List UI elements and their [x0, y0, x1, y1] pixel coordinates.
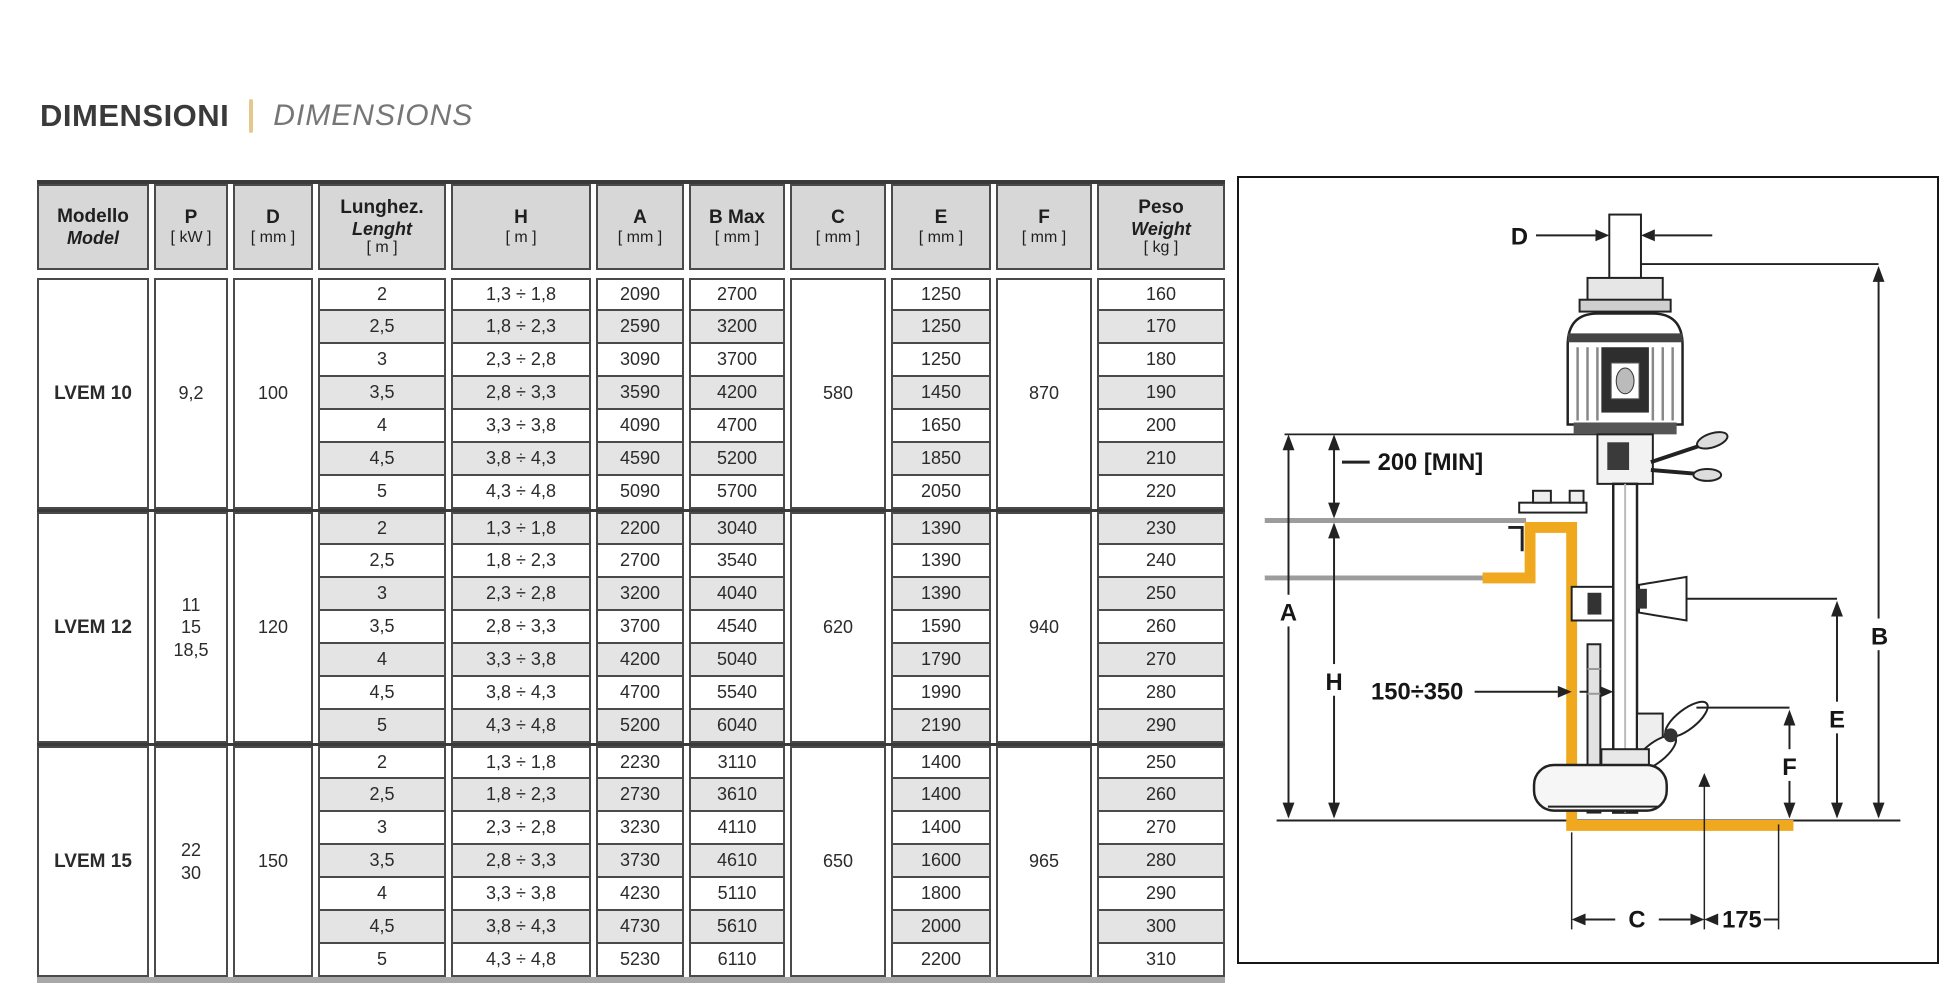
table-cell: 2,5 — [318, 311, 446, 344]
table-cell: 230 — [1097, 512, 1225, 545]
table-cell: 2,3 ÷ 2,8 — [451, 344, 591, 377]
table-cell: 270 — [1097, 812, 1225, 845]
table-cell: 1400 — [891, 812, 991, 845]
power-value: 30 — [180, 862, 202, 883]
table-cell: 4700 — [596, 677, 684, 710]
table-cell: 2590 — [596, 311, 684, 344]
table-column — [596, 512, 684, 743]
table-column — [689, 746, 785, 977]
table-cell: 2,8 ÷ 3,3 — [451, 845, 591, 878]
table-cell: 5230 — [596, 944, 684, 977]
table-cell: 3 — [318, 344, 446, 377]
table-cell: 3540 — [689, 545, 785, 578]
table-cell: 3730 — [596, 845, 684, 878]
pump-dimension-drawing — [1237, 176, 1939, 964]
table-cell: 5040 — [689, 644, 785, 677]
table-cell: 1990 — [891, 677, 991, 710]
dim-label-c: C — [1628, 906, 1646, 934]
table-column — [318, 278, 446, 509]
page-title — [40, 98, 473, 134]
table-cell: 4 — [318, 410, 446, 443]
table-column — [996, 512, 1092, 743]
table-column — [891, 278, 991, 509]
header-unit-label: [ mm ] — [1021, 228, 1067, 246]
table-cell: 5 — [318, 944, 446, 977]
table-cell: 3,5 — [318, 377, 446, 410]
model-cell: LVEM 15 — [37, 746, 149, 977]
header-main-label: F — [1038, 207, 1050, 229]
table-cell: 3700 — [596, 611, 684, 644]
table-cell: 5610 — [689, 911, 785, 944]
table-cell: 3090 — [596, 344, 684, 377]
clamp-bolt — [1570, 491, 1584, 503]
table-cell: 3,3 ÷ 3,8 — [451, 644, 591, 677]
table-cell: 4540 — [689, 611, 785, 644]
junction-box-plate — [1607, 442, 1629, 470]
table-column — [451, 278, 591, 509]
table-cell: 2000 — [891, 911, 991, 944]
dim-label-h: H — [1325, 668, 1343, 696]
pump-top-shaft — [1609, 215, 1641, 278]
table-cell: 5 — [318, 476, 446, 509]
dim-h-arrow-bottom — [1328, 803, 1340, 819]
column-header-c — [790, 184, 886, 270]
header-main-label: Modello — [57, 206, 129, 228]
dim-label-b: B — [1870, 623, 1889, 651]
table-cell: 2 — [318, 746, 446, 779]
table-cell: 220 — [1097, 476, 1225, 509]
table-cell: 6040 — [689, 710, 785, 743]
table-cell: 4200 — [689, 377, 785, 410]
table-cell: 3,3 ÷ 3,8 — [451, 878, 591, 911]
table-cell: 1,3 ÷ 1,8 — [451, 278, 591, 311]
table-cell: 190 — [1097, 377, 1225, 410]
power-value: 15 — [180, 617, 202, 638]
dim-label-f: F — [1782, 753, 1797, 781]
propeller-hub — [1664, 728, 1678, 742]
c-dimension-cell: 650 — [790, 746, 886, 977]
dim-c-arrow-left — [1572, 914, 1586, 926]
table-cell: 3230 — [596, 812, 684, 845]
dim-label-range: 150÷350 — [1371, 678, 1464, 706]
header-unit-label: [ kW ] — [170, 228, 212, 246]
table-column — [1097, 278, 1225, 509]
header-sub-label: Model — [67, 227, 119, 248]
table-cell: 3,5 — [318, 845, 446, 878]
header-main-label: H — [514, 207, 528, 229]
table-column — [996, 278, 1092, 509]
diameter-cell: 150 — [233, 746, 313, 977]
table-cell: 4 — [318, 644, 446, 677]
table-cell: 1800 — [891, 878, 991, 911]
motor-collar — [1588, 278, 1663, 302]
table-cell: 4,3 ÷ 4,8 — [451, 476, 591, 509]
table-cell: 2,5 — [318, 779, 446, 812]
table-cell: 1650 — [891, 410, 991, 443]
model-cell: LVEM 12 — [37, 512, 149, 743]
table-cell: 2190 — [891, 710, 991, 743]
table-cell: 5700 — [689, 476, 785, 509]
clamp-bracket — [1508, 527, 1522, 551]
table-cell: 2730 — [596, 779, 684, 812]
table-cell: 2700 — [596, 545, 684, 578]
handle-arm — [1651, 470, 1699, 474]
dim-e-arrow-top — [1831, 601, 1843, 617]
table-column — [790, 512, 886, 743]
column-header-e — [891, 184, 991, 270]
table-cell: 1850 — [891, 443, 991, 476]
table-cell: 310 — [1097, 944, 1225, 977]
table-cell: 1,8 ÷ 2,3 — [451, 311, 591, 344]
c-dimension-cell: 620 — [790, 512, 886, 743]
table-cell: 2700 — [689, 278, 785, 311]
dim-label-200min: 200 [MIN] — [1377, 449, 1484, 477]
header-main-label: B Max — [709, 207, 765, 229]
table-column — [1097, 512, 1225, 743]
handle-grip — [1695, 429, 1729, 452]
table-cell: 260 — [1097, 779, 1225, 812]
table-cell: 1590 — [891, 611, 991, 644]
column-header-a — [596, 184, 684, 270]
dim-f-arrow-top — [1784, 710, 1796, 726]
dimensions-table-body — [37, 278, 1225, 977]
table-cell: 2230 — [596, 746, 684, 779]
table-cell: 1250 — [891, 278, 991, 311]
column-header-d — [233, 184, 313, 270]
table-cell: 1,3 ÷ 1,8 — [451, 512, 591, 545]
table-cell: 1390 — [891, 512, 991, 545]
table-cell: 6110 — [689, 944, 785, 977]
table-cell: 4,3 ÷ 4,8 — [451, 944, 591, 977]
pump-casing — [1534, 765, 1667, 811]
table-cell: 3,8 ÷ 4,3 — [451, 443, 591, 476]
table-cell: 4730 — [596, 911, 684, 944]
table-cell: 3,8 ÷ 4,3 — [451, 911, 591, 944]
dim-b-arrow-top — [1873, 266, 1885, 282]
dim-h-arrow-top — [1328, 522, 1340, 538]
table-cell: 2,8 ÷ 3,3 — [451, 377, 591, 410]
header-main-label: C — [831, 207, 845, 229]
ext-mid-arrow-up — [1698, 773, 1710, 787]
table-cell: 1250 — [891, 311, 991, 344]
table-cell: 3700 — [689, 344, 785, 377]
table-cell: 180 — [1097, 344, 1225, 377]
table-cell: 1,8 ÷ 2,3 — [451, 779, 591, 812]
table-column — [318, 746, 446, 977]
table-column — [790, 278, 886, 509]
table-cell: 300 — [1097, 911, 1225, 944]
power-value: 9,2 — [178, 383, 204, 404]
table-column — [154, 512, 228, 743]
table-cell: 4200 — [596, 644, 684, 677]
table-cell: 2200 — [596, 512, 684, 545]
table-cell: 200 — [1097, 410, 1225, 443]
table-cell: 2090 — [596, 278, 684, 311]
bracket-detail — [1588, 593, 1602, 615]
header-unit-label: [ mm ] — [815, 228, 861, 246]
motor-band — [1568, 333, 1683, 342]
model-block-lvem-15 — [37, 746, 1225, 977]
power-value: 11 — [181, 594, 201, 615]
c-dimension-cell: 580 — [790, 278, 886, 509]
table-cell: 1390 — [891, 578, 991, 611]
table-column — [689, 512, 785, 743]
table-cell: 4700 — [689, 410, 785, 443]
power-cell — [154, 746, 228, 977]
table-cell: 3,3 ÷ 3,8 — [451, 410, 591, 443]
table-cell: 1,3 ÷ 1,8 — [451, 746, 591, 779]
column-header-f — [996, 184, 1092, 270]
f-dimension-cell: 870 — [996, 278, 1092, 509]
table-cell: 250 — [1097, 578, 1225, 611]
table-cell: 4,3 ÷ 4,8 — [451, 710, 591, 743]
dim-d-arrow-right — [1641, 229, 1655, 241]
table-cell: 210 — [1097, 443, 1225, 476]
table-cell: 1,8 ÷ 2,3 — [451, 545, 591, 578]
table-cell: 5 — [318, 710, 446, 743]
model-block-lvem-10 — [37, 278, 1225, 509]
dim-175-arrow-left — [1704, 914, 1718, 926]
table-cell: 3610 — [689, 779, 785, 812]
header-unit-label: [ mm ] — [918, 228, 964, 246]
table-column — [37, 278, 149, 509]
column-header-modello — [37, 184, 149, 270]
table-cell: 4610 — [689, 845, 785, 878]
table-cell: 240 — [1097, 545, 1225, 578]
column-header-peso — [1097, 184, 1225, 270]
table-cell: 290 — [1097, 710, 1225, 743]
dimensions-table — [37, 180, 1225, 983]
clamp-bolt — [1533, 491, 1551, 503]
motor-base — [1574, 422, 1677, 434]
table-cell: 3 — [318, 812, 446, 845]
header-unit-label: [ mm ] — [250, 228, 296, 246]
header-sub-label: Lenght — [352, 218, 412, 239]
table-column — [596, 278, 684, 509]
power-value: 18,5 — [173, 639, 209, 660]
table-cell: 1450 — [891, 377, 991, 410]
dim-range-arrow-column — [1599, 686, 1613, 698]
dim-label-175: 175 — [1722, 906, 1762, 934]
column-header-p — [154, 184, 228, 270]
diameter-cell: 100 — [233, 278, 313, 509]
table-cell: 5110 — [689, 878, 785, 911]
title-separator-bar — [249, 99, 253, 133]
table-cell: 3200 — [689, 311, 785, 344]
table-column — [233, 278, 313, 509]
table-cell: 4,5 — [318, 911, 446, 944]
table-cell: 160 — [1097, 278, 1225, 311]
dim-d-arrow-left — [1595, 229, 1609, 241]
handle-grip — [1693, 469, 1721, 481]
header-unit-label: [ kg ] — [1143, 238, 1179, 256]
model-block-lvem-12 — [37, 512, 1225, 743]
table-cell: 5090 — [596, 476, 684, 509]
table-cell: 4110 — [689, 812, 785, 845]
table-cell: 2200 — [891, 944, 991, 977]
power-cell — [154, 512, 228, 743]
table-column — [891, 512, 991, 743]
header-sub-label: Weight — [1131, 218, 1191, 239]
table-cell: 5200 — [689, 443, 785, 476]
header-main-label: Peso — [1138, 197, 1184, 219]
title-italian: DIMENSIONI — [40, 98, 230, 133]
power-value: 22 — [180, 840, 202, 860]
table-cell: 290 — [1097, 878, 1225, 911]
table-column — [37, 746, 149, 977]
column-header-h — [451, 184, 591, 270]
dim-label-d: D — [1510, 223, 1529, 251]
f-dimension-cell: 965 — [996, 746, 1092, 977]
table-cell: 260 — [1097, 611, 1225, 644]
table-cell: 3110 — [689, 746, 785, 779]
model-cell: LVEM 10 — [37, 278, 149, 509]
table-cell: 3590 — [596, 377, 684, 410]
table-cell: 170 — [1097, 311, 1225, 344]
table-column — [996, 746, 1092, 977]
table-cell: 1400 — [891, 746, 991, 779]
dim-label-a: A — [1279, 599, 1298, 627]
table-cell: 280 — [1097, 677, 1225, 710]
table-cell: 5540 — [689, 677, 785, 710]
dim-200min-arrow-top — [1328, 434, 1340, 450]
header-main-label: Lunghez. — [340, 197, 424, 219]
table-cell: 4,5 — [318, 443, 446, 476]
table-column — [233, 746, 313, 977]
table-column — [451, 746, 591, 977]
header-unit-label: [ mm ] — [714, 228, 760, 246]
table-cell: 4040 — [689, 578, 785, 611]
table-cell: 3200 — [596, 578, 684, 611]
table-cell: 4 — [318, 878, 446, 911]
dim-label-e: E — [1829, 706, 1845, 734]
table-cell: 2,5 — [318, 545, 446, 578]
header-main-label: P — [184, 207, 198, 229]
table-cell: 1250 — [891, 344, 991, 377]
table-cell: 4,5 — [318, 677, 446, 710]
table-column — [154, 746, 228, 977]
table-cell: 250 — [1097, 746, 1225, 779]
header-unit-label: [ mm ] — [617, 228, 663, 246]
motor-shaft-end — [1616, 368, 1634, 394]
table-cell: 2,3 ÷ 2,8 — [451, 578, 591, 611]
table-column — [37, 512, 149, 743]
table-column — [318, 512, 446, 743]
dim-a-arrow-bottom — [1283, 803, 1295, 819]
table-column — [689, 278, 785, 509]
table-cell: 3,8 ÷ 4,3 — [451, 677, 591, 710]
table-cell: 3,5 — [318, 611, 446, 644]
table-column — [891, 746, 991, 977]
table-cell: 1390 — [891, 545, 991, 578]
table-cell: 280 — [1097, 845, 1225, 878]
header-main-label: D — [266, 207, 280, 229]
table-cell: 4230 — [596, 878, 684, 911]
column-header-lunghez- — [318, 184, 446, 270]
table-header-row — [37, 184, 1225, 270]
pipe-clamp — [1519, 503, 1586, 513]
header-unit-label: [ m ] — [505, 228, 537, 246]
title-english: DIMENSIONS — [273, 99, 474, 132]
table-cell: 270 — [1097, 644, 1225, 677]
table-cell: 4590 — [596, 443, 684, 476]
table-cell: 3040 — [689, 512, 785, 545]
table-column — [233, 512, 313, 743]
header-unit-label: [ m ] — [366, 238, 398, 256]
table-column — [154, 278, 228, 509]
header-body-gap — [37, 270, 1225, 278]
table-cell: 2 — [318, 278, 446, 311]
table-cell: 3 — [318, 578, 446, 611]
column-header-b-max — [689, 184, 785, 270]
table-cell: 2,8 ÷ 3,3 — [451, 611, 591, 644]
handle-arm — [1651, 444, 1704, 462]
header-main-label: A — [633, 207, 647, 229]
dim-a-arrow-top — [1283, 434, 1295, 450]
dim-200min-arrow-bottom — [1328, 503, 1340, 519]
table-column — [790, 746, 886, 977]
table-column — [451, 512, 591, 743]
table-cell: 1600 — [891, 845, 991, 878]
header-main-label: E — [934, 207, 948, 229]
motor-flange — [1580, 300, 1671, 312]
dim-e-arrow-bottom — [1831, 803, 1843, 819]
dim-c-arrow-right — [1690, 914, 1704, 926]
dim-f-arrow-bottom — [1784, 803, 1796, 819]
dim-b-arrow-bottom — [1873, 803, 1885, 819]
table-cell: 1790 — [891, 644, 991, 677]
table-cell: 5200 — [596, 710, 684, 743]
table-cell: 2050 — [891, 476, 991, 509]
diameter-cell: 120 — [233, 512, 313, 743]
table-cell: 2,3 ÷ 2,8 — [451, 812, 591, 845]
power-cell — [154, 278, 228, 509]
table-cell: 2 — [318, 512, 446, 545]
table-column — [596, 746, 684, 977]
table-column — [1097, 746, 1225, 977]
f-dimension-cell: 940 — [996, 512, 1092, 743]
table-cell: 4090 — [596, 410, 684, 443]
table-cell: 1400 — [891, 779, 991, 812]
cone-hub — [1637, 589, 1647, 609]
pump-drawing-svg — [1239, 178, 1937, 962]
